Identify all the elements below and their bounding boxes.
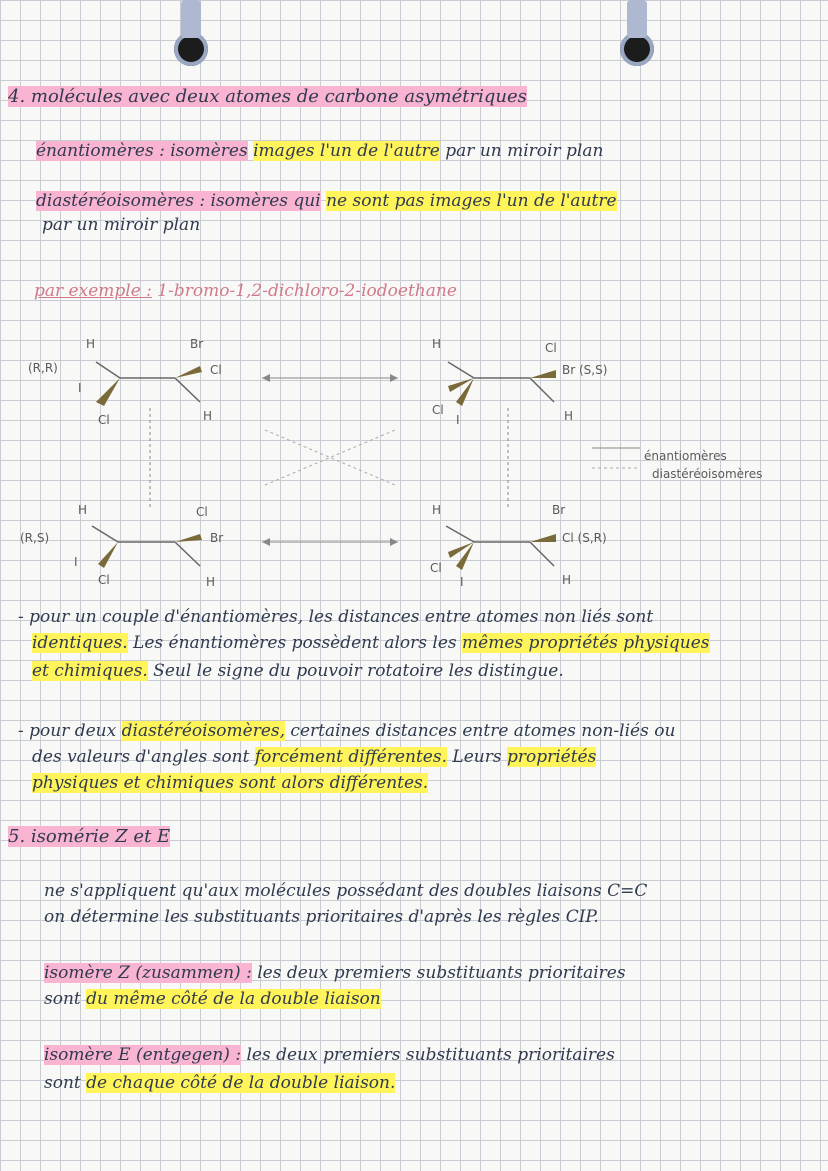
bullet-diastereo-l1: - pour deux diastéréoisomères, certaines distances entre atomes non-liés ou bbox=[18, 721, 676, 741]
label-sr: Cl (S,R) bbox=[562, 531, 607, 545]
bullet-enantio-l2: identiques. Les énantiomères possèdent alors les mêmes propriétés physiques bbox=[32, 633, 710, 653]
atom-h: H bbox=[206, 575, 216, 589]
section5-p2: on détermine les substituants prioritaires d'après les règles CIP. bbox=[44, 907, 599, 927]
label-ss: Br (S,S) bbox=[562, 363, 608, 377]
isomere-z-l1: isomère Z (zusammen) : les deux premiers substituants prioritaires bbox=[44, 963, 626, 983]
section4-heading: 4. molécules avec deux atomes de carbone asymétriques bbox=[8, 86, 527, 107]
bullet-diastereo-l2: des valeurs d'angles sont forcément différentes. Leurs propriétés bbox=[32, 747, 597, 767]
atom-h: H bbox=[86, 337, 96, 351]
enantiomeres-definition: énantiomères : isomères images l'un de l'autre par un miroir plan bbox=[36, 141, 604, 161]
bullet-enantio-l1: - pour un couple d'énantiomères, les distances entre atomes non liés sont bbox=[18, 607, 654, 627]
atom-h: H bbox=[562, 573, 572, 587]
atom-h: H bbox=[432, 337, 442, 351]
legend-diastereo: diastéréoisomères bbox=[652, 467, 763, 481]
atom-i: I bbox=[78, 381, 82, 395]
isomere-e-l1: isomère E (entgegen) : les deux premiers substituants prioritaires bbox=[44, 1045, 615, 1065]
bullet-diastereo-l3: physiques et chimiques sont alors différentes. bbox=[32, 773, 429, 793]
isomere-e-l2: sont de chaque côté de la double liaison. bbox=[44, 1073, 396, 1093]
binder-hole-right bbox=[620, 32, 654, 66]
label-rr: (R,R) bbox=[28, 361, 58, 375]
stereo-diagram bbox=[0, 320, 828, 600]
section5-p1: ne s'appliquent qu'aux molécules possédant des doubles liaisons C=C bbox=[44, 881, 648, 901]
bullet-enantio-l3: et chimiques. Seul le signe du pouvoir rotatoire les distingue. bbox=[32, 661, 564, 681]
atom-i: I bbox=[456, 413, 460, 427]
atom-br: Br bbox=[210, 531, 224, 545]
diastereo-definition: diastéréoisomères : isomères qui ne sont pas images l'un de l'autre bbox=[36, 191, 617, 211]
atom-cl: Cl bbox=[210, 363, 222, 377]
example-line: par exemple : 1-bromo-1,2-dichloro-2-iodoethane bbox=[34, 281, 457, 301]
atom-h: H bbox=[564, 409, 574, 423]
atom-cl: Cl bbox=[545, 341, 557, 355]
section5-heading: 5. isomérie Z et E bbox=[8, 826, 171, 847]
atom-i: I bbox=[460, 575, 464, 589]
atom-cl: Cl bbox=[196, 505, 208, 519]
atom-h: H bbox=[78, 503, 88, 517]
label-rs: (R,S) bbox=[20, 531, 50, 545]
atom-br: Br bbox=[552, 503, 566, 517]
atom-br: Br bbox=[190, 337, 204, 351]
atom-cl: Cl bbox=[432, 403, 444, 417]
atom-cl: Cl bbox=[98, 573, 110, 587]
legend-enantio: énantiomères bbox=[644, 449, 727, 463]
binder-hole-left bbox=[174, 32, 208, 66]
atom-h: H bbox=[203, 409, 213, 423]
diastereo-definition-line2: par un miroir plan bbox=[42, 215, 201, 235]
atom-h: H bbox=[432, 503, 442, 517]
atom-cl: Cl bbox=[430, 561, 442, 575]
isomere-z-l2: sont du même côté de la double liaison bbox=[44, 989, 381, 1009]
atom-i: I bbox=[74, 555, 78, 569]
atom-cl: Cl bbox=[98, 413, 110, 427]
